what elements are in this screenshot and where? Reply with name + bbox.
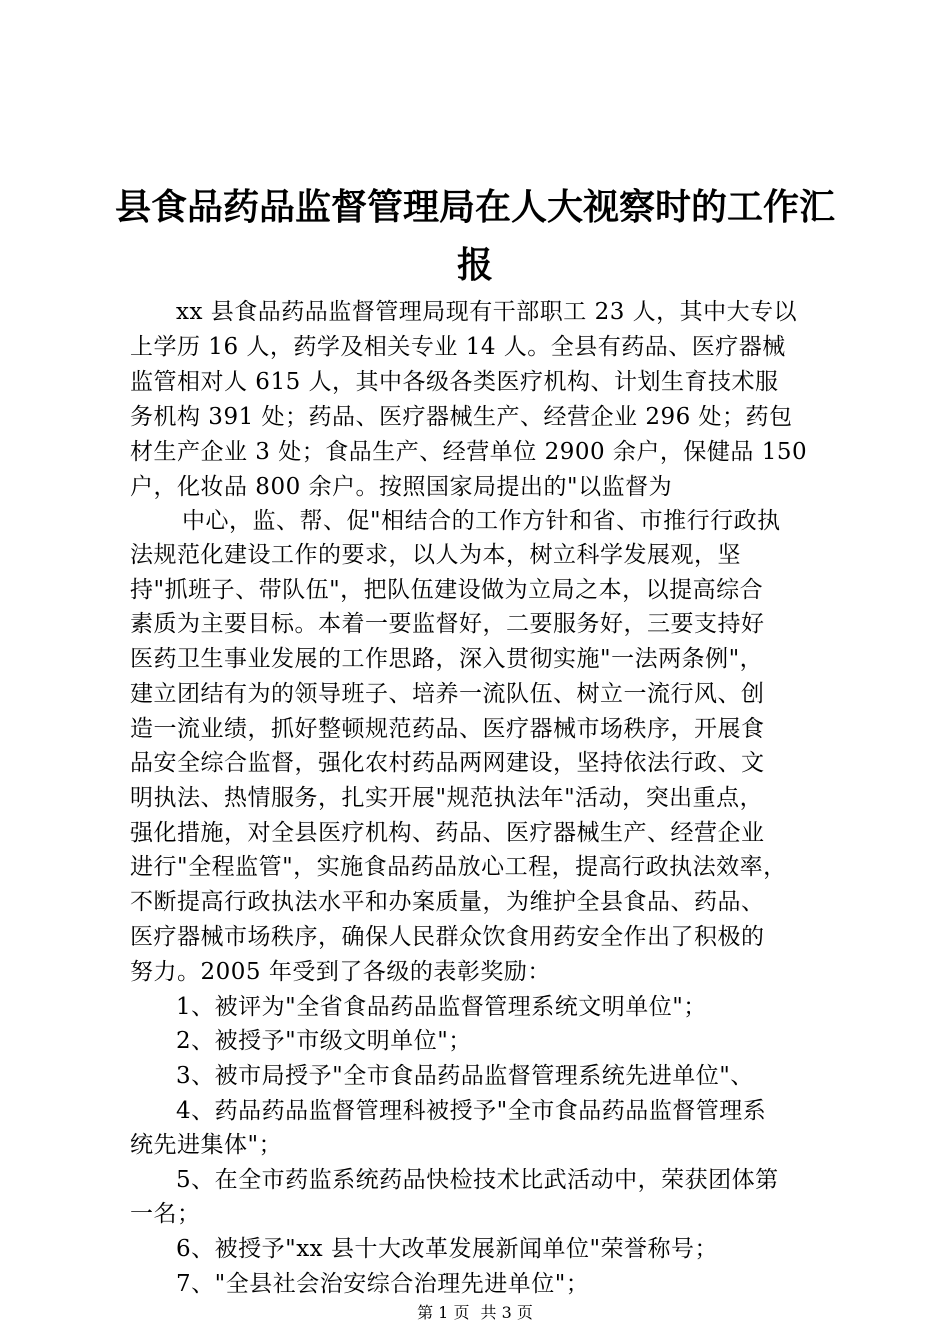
list-item: 5、在全市药监系统药品快检技术比武活动中，荣获团体第 [176, 1167, 779, 1193]
body-line: xx 县食品药品监督管理局现有干部职工 23 人，其中大专以 [176, 299, 798, 325]
body-line: 医疗器械市场秩序，确保人民群众饮食用药安全作出了积极的 [130, 924, 765, 950]
list-item: 7、"全县社会治安综合治理先进单位"； [176, 1271, 590, 1297]
page-number: 第 1 页 [417, 1303, 470, 1322]
body-line: 进行"全程监管"，实施食品药品放心工程，提高行政执法效率， [130, 854, 787, 880]
list-item: 1、被评为"全省食品药品监督管理系统文明单位"； [176, 994, 707, 1020]
list-item-continuation: 一名； [130, 1201, 201, 1227]
list-item-continuation: 统先进集体"； [130, 1132, 283, 1158]
body-line: 户，化妆品 800 余户。按照国家局提出的"以监督为 [130, 474, 673, 500]
list-item: 2、被授予"市级文明单位"； [176, 1028, 472, 1054]
body-line: 品安全综合监督，强化农村药品两网建设，坚持依法行政、文 [130, 750, 765, 776]
body-line: 监管相对人 615 人，其中各级各类医疗机构、计划生育技术服 [130, 369, 779, 395]
body-line: 医药卫生事业发展的工作思路，深入贯彻实施"一法两条例"， [130, 646, 764, 672]
list-item: 4、药品药品监督管理科被授予"全市食品药品监督管理系 [176, 1098, 767, 1124]
document-title-line-2: 报 [456, 245, 493, 286]
body-line: 素质为主要目标。本着一要监督好，二要服务好，三要支持好 [130, 611, 765, 637]
page-footer [0, 1303, 950, 1323]
page-total: 共 3 页 [480, 1303, 533, 1322]
body-line: 中心，监、帮、促"相结合的工作方针和省、市推行行政执 [182, 508, 781, 534]
body-line: 努力。2005 年受到了各级的表彰奖励： [130, 959, 551, 985]
list-item: 3、被市局授予"全市食品药品监督管理系统先进单位"、 [176, 1063, 754, 1089]
document-title-line-1: 县食品药品监督管理局在人大视察时的工作汇 [114, 187, 835, 228]
body-line: 不断提高行政执法水平和办案质量，为维护全县食品、药品、 [130, 889, 765, 915]
body-line: 持"抓班子、带队伍"，把队伍建设做为立局之本，以提高综合 [130, 577, 764, 603]
body-line: 务机构 391 处；药品、医疗器械生产、经营企业 296 处；药包 [130, 404, 793, 430]
body-line: 法规范化建设工作的要求，以人为本，树立科学发展观，坚 [130, 542, 741, 568]
body-line: 造一流业绩，抓好整顿规范药品、医疗器械市场秩序，开展食 [130, 716, 765, 742]
body-line: 强化措施，对全县医疗机构、药品、医疗器械生产、经营企业 [130, 820, 765, 846]
body-line: 上学历 16 人，药学及相关专业 14 人。全县有药品、医疗器械 [130, 334, 786, 360]
list-item: 6、被授予"xx 县十大改革发展新闻单位"荣誉称号； [176, 1236, 719, 1262]
body-line: 明执法、热情服务，扎实开展"规范执法年"活动，突出重点， [130, 785, 764, 811]
body-line: 建立团结有为的领导班子、培养一流队伍、树立一流行风、创 [130, 681, 765, 707]
body-line: 材生产企业 3 处；食品生产、经营单位 2900 余户，保健品 150 [130, 439, 808, 465]
